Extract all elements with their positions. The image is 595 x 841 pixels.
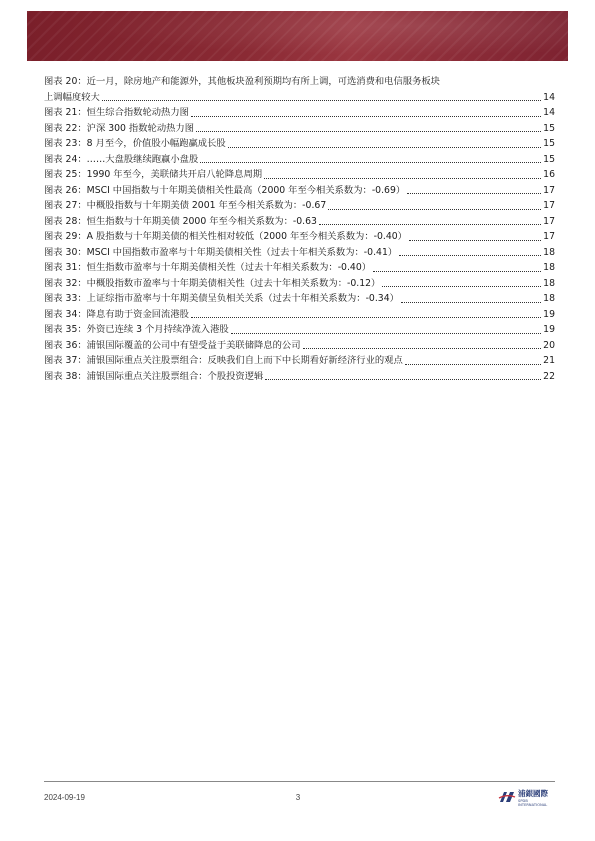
footer-page-number: 3 — [295, 793, 301, 802]
toc-entry-title: 图表 34：降息有助于资金回流港股 — [44, 308, 189, 320]
toc-entry[interactable] — [44, 183, 555, 199]
toc-entry-title: 图表 23：8 月至今，价值股小幅跑赢成长股 — [44, 138, 226, 149]
toc-entry-page: 17 — [543, 184, 555, 196]
toc-entry-page: 18 — [543, 246, 555, 258]
toc-leader-dots — [319, 223, 541, 225]
toc-entry-page: 19 — [543, 324, 555, 335]
toc-entry-title: 图表 35：外资已连续 3 个月持续净流入港股 — [44, 324, 229, 335]
toc-entry[interactable] — [44, 338, 555, 354]
toc-leader-dots — [102, 99, 541, 101]
toc-entry-page: 17 — [543, 200, 555, 211]
toc-entry-page: 17 — [543, 231, 555, 242]
toc-entry-title: 图表 26：MSCI 中国指数与十年期美债相关性最高（2000 年至今相关系数为：-0.69） — [44, 184, 406, 196]
toc-entry-title: 图表 21：恒生综合指数轮动热力图 — [44, 107, 189, 118]
footer-date: 2024-09-19 — [44, 793, 85, 802]
toc-entry[interactable] — [44, 152, 555, 168]
toc-leader-dots — [407, 192, 541, 194]
toc-leader-dots — [200, 161, 541, 163]
footer-divider — [44, 781, 555, 782]
toc-entry[interactable] — [44, 369, 555, 385]
toc-leader-dots — [231, 332, 541, 334]
toc-entry-title: 图表 27：中概股指数与十年期美债 2001 年至今相关系数为：-0.67 — [44, 200, 327, 211]
toc-entry[interactable] — [44, 136, 555, 152]
toc-entry-title: 图表 20：近一月，除房地产和能源外，其他板块盈利预期均有所上调，可选消费和电信服务板块 — [44, 76, 440, 87]
toc-leader-dots — [409, 239, 541, 241]
toc-entry-page: 15 — [543, 153, 555, 165]
toc-entry-title: 图表 32：中概股指数市盈率与十年期美债相关性（过去十年相关系数为：-0.12） — [44, 277, 381, 289]
toc-entry-title: 图表 31：恒生指数市盈率与十年期美债相关性（过去十年相关系数为：-0.40） — [44, 262, 372, 273]
toc-entry-title: 图表 30：MSCI 中国指数市盈率与十年期美债相关性（过去十年相关系数为：-0.41） — [44, 246, 398, 258]
toc-leader-dots — [228, 146, 541, 148]
toc-leader-dots — [405, 363, 541, 365]
company-logo — [498, 789, 556, 805]
toc-entry-title: 图表 24：……大盘股继续跑赢小盘股 — [44, 153, 199, 165]
toc-entry[interactable] — [44, 307, 555, 323]
toc-leader-dots — [303, 347, 542, 349]
toc-entry-title: 图表 29：A 股指数与十年期美债的相关性相对较低（2000 年至今相关系数为：-0.40） — [44, 231, 407, 242]
toc-leader-dots — [264, 177, 541, 179]
header-banner — [27, 11, 568, 61]
toc-leader-dots — [373, 270, 541, 272]
toc-leader-dots — [399, 254, 541, 256]
toc-leader-dots — [401, 301, 541, 303]
toc-entry-page: 18 — [543, 293, 555, 304]
toc-entry[interactable] — [44, 291, 555, 307]
toc-entry-title: 图表 28：恒生指数与十年期美债 2000 年至今相关系数为：-0.63 — [44, 215, 317, 227]
toc-entry-page: 19 — [543, 308, 555, 320]
toc-entry-page: 17 — [543, 215, 555, 227]
toc-entry-page: 18 — [543, 277, 555, 289]
toc-entry-page: 14 — [543, 91, 555, 103]
toc-entry-title: 图表 36：浦银国际覆盖的公司中有望受益于美联储降息的公司 — [44, 339, 301, 351]
toc-entry-page: 15 — [543, 138, 555, 149]
logo-subtitle: SPDB INTERNATIONAL — [518, 799, 548, 807]
toc-entry[interactable] — [44, 322, 555, 338]
toc-leader-dots — [328, 208, 541, 210]
toc-entry[interactable] — [44, 90, 555, 106]
toc-entry-page: 22 — [543, 370, 555, 382]
toc-leader-dots — [196, 130, 541, 132]
toc-entry-page: 20 — [543, 339, 555, 351]
toc-entry-page: 14 — [543, 107, 555, 118]
banner-texture — [27, 11, 568, 61]
table-of-figures — [44, 74, 555, 384]
logo-mark-icon — [498, 789, 516, 805]
logo-name: 浦銀國際 — [518, 789, 548, 798]
toc-leader-dots — [265, 378, 541, 380]
toc-entry[interactable] — [44, 214, 555, 230]
toc-entry-title: 图表 33：上证综指市盈率与十年期美债呈负相关关系（过去十年相关系数为：-0.34） — [44, 293, 399, 304]
toc-leader-dots — [382, 285, 541, 287]
toc-entry[interactable] — [44, 167, 555, 183]
toc-entry[interactable] — [44, 353, 555, 369]
toc-entry-title: 图表 38：浦银国际重点关注股票组合：个股投资逻辑 — [44, 370, 264, 382]
toc-entry-title: 图表 37：浦银国际重点关注股票组合：反映我们自上而下中长期看好新经济行业的观点 — [44, 355, 403, 366]
toc-entry-page: 18 — [543, 262, 555, 273]
toc-entry-page: 21 — [543, 355, 555, 366]
toc-entry[interactable] — [44, 276, 555, 292]
toc-entry-title: 上调幅度较大 — [44, 91, 100, 103]
toc-entry-page: 16 — [543, 169, 555, 180]
toc-entry[interactable] — [44, 245, 555, 261]
toc-entry[interactable] — [44, 198, 555, 214]
toc-entry-page: 15 — [543, 122, 555, 134]
toc-entry-title: 图表 25：1990 年至今，美联储共开启八轮降息周期 — [44, 169, 263, 180]
toc-entry[interactable] — [44, 121, 555, 137]
toc-leader-dots — [191, 115, 541, 117]
toc-leader-dots — [191, 316, 541, 318]
toc-entry[interactable] — [44, 260, 555, 276]
toc-entry-title: 图表 22：沪深 300 指数轮动热力图 — [44, 122, 195, 134]
toc-entry[interactable] — [44, 74, 555, 90]
toc-entry[interactable] — [44, 229, 555, 245]
toc-entry[interactable] — [44, 105, 555, 121]
